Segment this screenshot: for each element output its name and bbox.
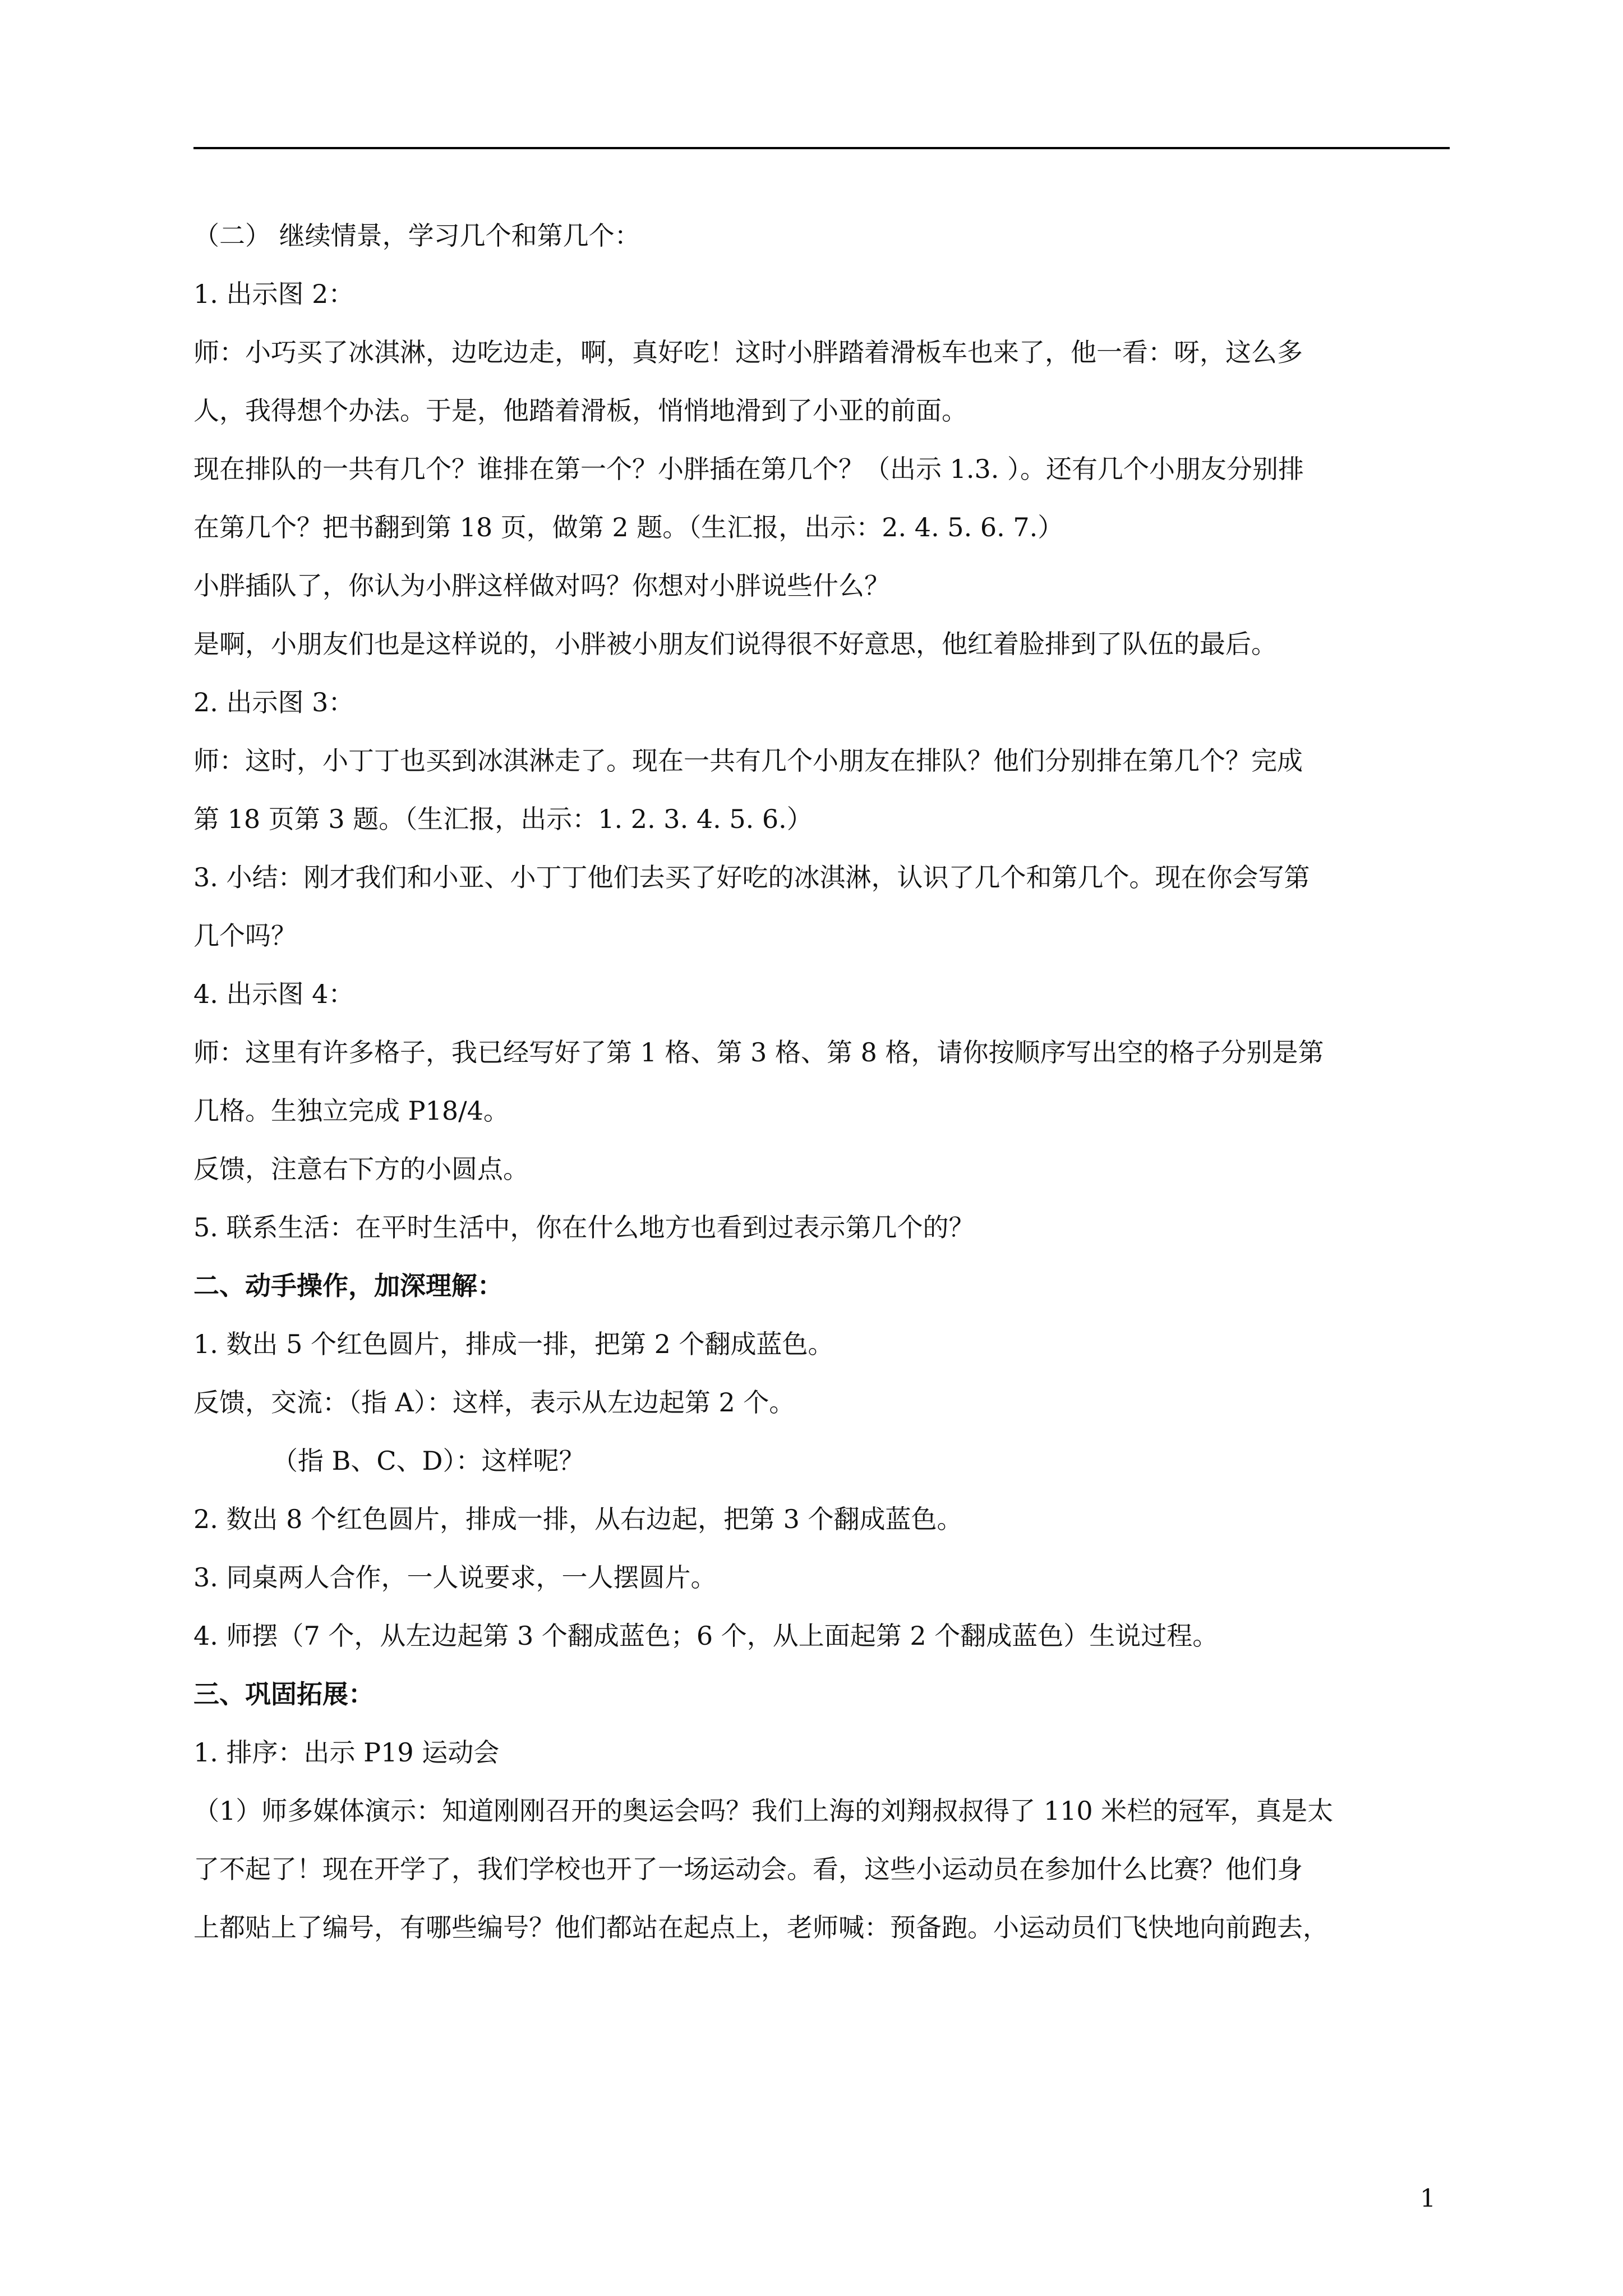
text-line: 师：小巧买了冰淇淋，边吃边走，啊，真好吃！这时小胖踏着滑板车也来了，他一看：呀，这么多 — [193, 337, 1303, 367]
text-line: 反馈，注意右下方的小圆点。 — [193, 1154, 529, 1184]
page-number: 1 — [1420, 2184, 1436, 2213]
text-line: （二） 继续情景，学习几个和第几个： — [193, 220, 640, 251]
text-line: 4. 师摆（7 个，从左边起第 3 个翻成蓝色；6 个，从上面起第 2 个翻成蓝色）生说过程。 — [193, 1621, 1219, 1651]
text-line: 1. 出示图 2： — [193, 279, 354, 309]
document-body — [193, 206, 1450, 1957]
text-line: 2. 数出 8 个红色圆片，排成一排，从右边起，把第 3 个翻成蓝色。 — [193, 1504, 963, 1534]
section-heading: 三、巩固拓展： — [193, 1679, 374, 1709]
text-line: 第 18 页第 3 题。（生汇报，出示：1. 2. 3. 4. 5. 6.） — [193, 804, 813, 834]
text-line: 几格。生独立完成 P18/4。 — [193, 1096, 509, 1126]
text-line: 2. 出示图 3： — [193, 687, 354, 717]
text-line: 现在排队的一共有几个？谁排在第一个？小胖插在第几个？（出示 1.3. ）。还有几个小朋友分别排 — [193, 454, 1304, 484]
text-line: （1）师多媒体演示：知道刚刚召开的奥运会吗？我们上海的刘翔叔叔得了 110 米栏的冠军，真是太 — [193, 1796, 1334, 1826]
text-line: 3. 小结：刚才我们和小亚、小丁丁他们去买了好吃的冰淇淋，认识了几个和第几个。现在你会写第 — [193, 862, 1310, 892]
text-line: 小胖插队了，你认为小胖这样做对吗？你想对小胖说些什么？ — [193, 570, 890, 601]
text-line: 是啊，小朋友们也是这样说的，小胖被小朋友们说得很不好意思，他红着脸排到了队伍的最后。 — [193, 629, 1277, 659]
text-line: 师：这里有许多格子，我已经写好了第 1 格、第 3 格、第 8 格，请你按顺序写出空的格子分别是第 — [193, 1037, 1324, 1068]
text-line: 了不起了！现在开学了，我们学校也开了一场运动会。看，这些小运动员在参加什么比赛？他们身 — [193, 1854, 1303, 1884]
text-line: 在第几个？把书翻到第 18 页，做第 2 题。（生汇报，出示：2. 4. 5. 6. 7.） — [193, 512, 1064, 542]
text-line: 3. 同桌两人合作，一人说要求，一人摆圆片。 — [193, 1562, 717, 1593]
text-line: 1. 数出 5 个红色圆片，排成一排，把第 2 个翻成蓝色。 — [193, 1329, 834, 1359]
text-line: 几个吗？ — [193, 921, 297, 951]
text-line: 1. 排序：出示 P19 运动会 — [193, 1737, 500, 1768]
text-line: 人，我得想个办法。于是，他踏着滑板，悄悄地滑到了小亚的前面。 — [193, 395, 967, 426]
text-line: 上都贴上了编号，有哪些编号？他们都站在起点上，老师喊：预备跑。小运动员们飞快地向前跑去， — [193, 1912, 1329, 1943]
header-rule — [193, 147, 1450, 149]
section-heading: 二、动手操作，加深理解： — [193, 1271, 503, 1301]
text-line: 5. 联系生活：在平时生活中，你在什么地方也看到过表示第几个的？ — [193, 1212, 975, 1243]
text-line: 4. 出示图 4： — [193, 979, 354, 1009]
text-line: 反馈，交流：（指 A）：这样，表示从左边起第 2 个。 — [193, 1387, 795, 1418]
text-line: 师：这时，小丁丁也买到冰淇淋走了。现在一共有几个小朋友在排队？他们分别排在第几个？完成 — [193, 746, 1303, 776]
text-line: （指 B、C、D）：这样呢？ — [272, 1446, 585, 1476]
